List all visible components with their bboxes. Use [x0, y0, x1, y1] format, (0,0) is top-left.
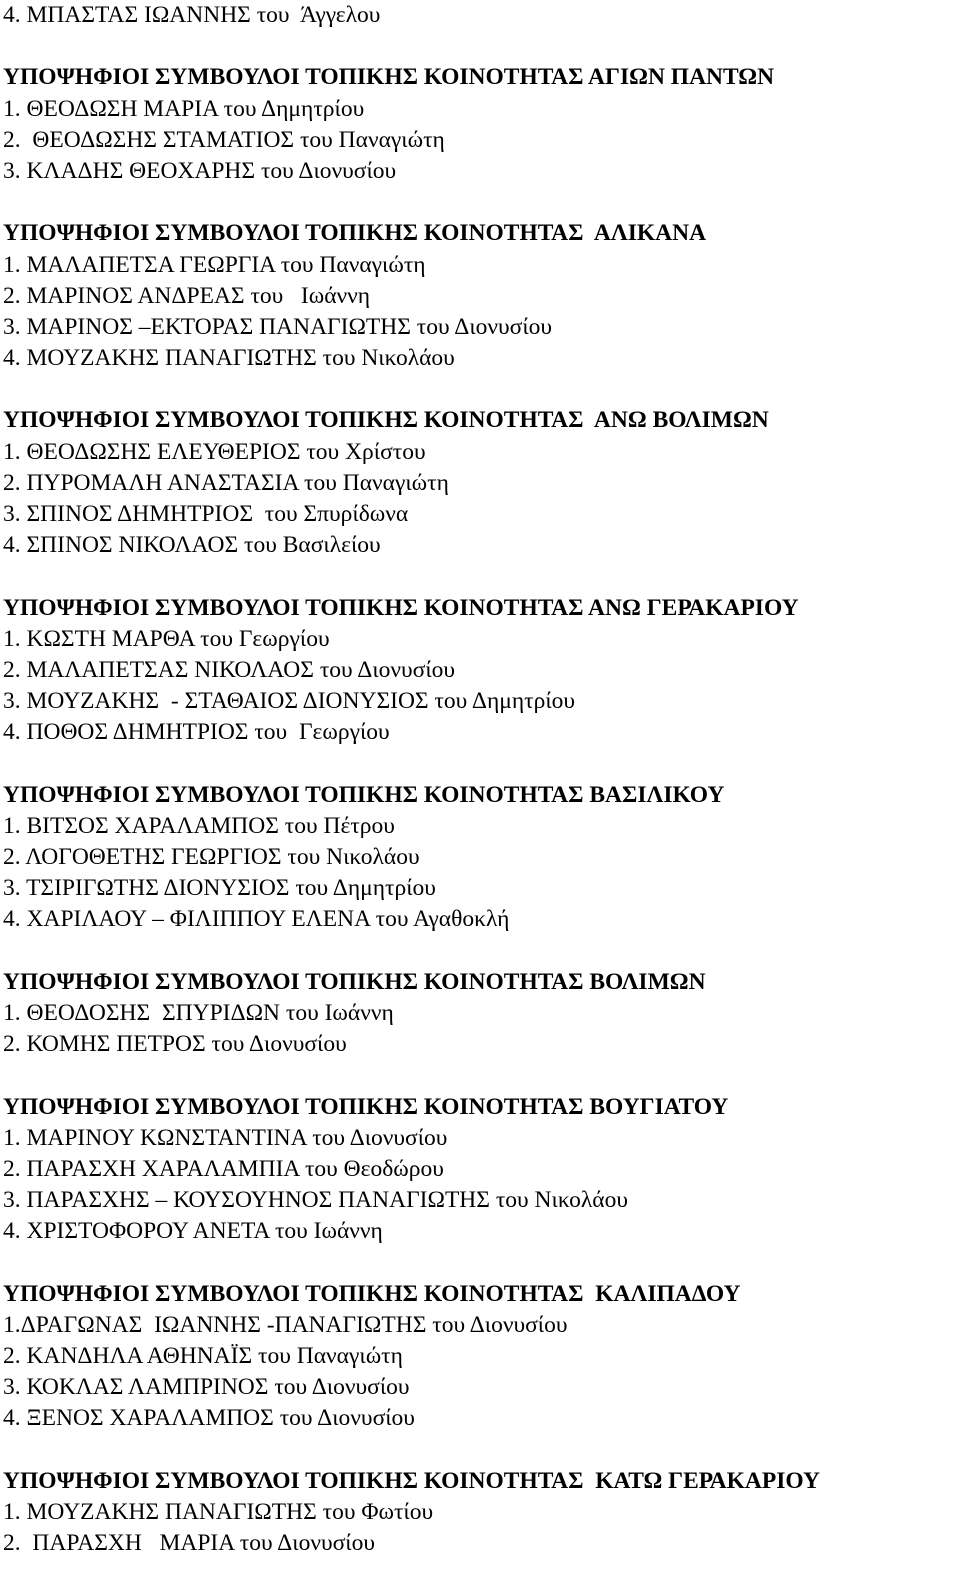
candidate-item: 4. ΞΕΝΟΣ ΧΑΡΑΛΑΜΠΟΣ του Διονυσίου — [3, 1405, 415, 1432]
candidate-item: 1. ΜΟΥΖΑΚΗΣ ΠΑΝΑΓΙΩΤΗΣ του Φωτίου — [3, 1499, 434, 1525]
candidate-section — [3, 1466, 958, 1560]
candidate-item: 4. ΧΡΙΣΤΟΦΟΡΟΥ ΑΝΕΤΑ του Ιωάννη — [3, 1218, 383, 1245]
candidate-section — [3, 1279, 958, 1435]
sections-container — [3, 62, 958, 1559]
candidate-item: 2. ΠΥΡΟΜΑΛΗ ΑΝΑΣΤΑΣΙΑ του Παναγιώτη — [3, 469, 449, 496]
section-heading: ΥΠΟΨΗΦΙΟΙ ΣΥΜΒΟΥΛΟΙ ΤΟΠΙΚΗΣ ΚΟΙΝΟΤΗΤΑΣ ΑΝΩ ΒΟΛΙΜΩΝ — [3, 407, 769, 434]
section-heading: ΥΠΟΨΗΦΙΟΙ ΣΥΜΒΟΥΛΟΙ ΤΟΠΙΚΗΣ ΚΟΙΝΟΤΗΤΑΣ ΚΑΛΙΠΑΔΟΥ — [3, 1280, 741, 1307]
candidate-item: 1. ΜΑΛΑΠΕΤΣΑ ΓΕΩΡΓΙΑ του Παναγιώτη — [3, 251, 426, 278]
candidate-item: 3. ΚΟΚΛΑΣ ΛΑΜΠΡΙΝΟΣ του Διονυσίου — [3, 1374, 410, 1401]
intro-line: 4. ΜΠΑΣΤΑΣ ΙΩΑΝΝΗΣ του Άγγελου — [3, 2, 381, 28]
candidate-section — [3, 593, 958, 749]
candidate-section — [3, 62, 958, 187]
section-heading: ΥΠΟΨΗΦΙΟΙ ΣΥΜΒΟΥΛΟΙ ΤΟΠΙΚΗΣ ΚΟΙΝΟΤΗΤΑΣ ΒΟΛΙΜΩΝ — [3, 968, 706, 995]
candidate-section — [3, 218, 958, 374]
candidate-section — [3, 405, 958, 561]
candidate-item: 3. ΜΟΥΖΑΚΗΣ - ΣΤΑΘΑΙΟΣ ΔΙΟΝΥΣΙΟΣ του Δημητρίου — [3, 688, 576, 715]
candidate-item: 4. ΜΟΥΖΑΚΗΣ ΠΑΝΑΓΙΩΤΗΣ του Νικολάου — [3, 345, 455, 372]
section-heading: ΥΠΟΨΗΦΙΟΙ ΣΥΜΒΟΥΛΟΙ ΤΟΠΙΚΗΣ ΚΟΙΝΟΤΗΤΑΣ ΒΑΣΙΛΙΚΟΥ — [3, 781, 725, 808]
section-heading: ΥΠΟΨΗΦΙΟΙ ΣΥΜΒΟΥΛΟΙ ΤΟΠΙΚΗΣ ΚΟΙΝΟΤΗΤΑΣ ΒΟΥΓΙΑΤΟΥ — [3, 1093, 729, 1120]
candidate-item: 1. ΜΑΡΙΝΟΥ ΚΩΝΣΤΑΝΤΙΝΑ του Διονυσίου — [3, 1124, 448, 1151]
candidate-item: 1.ΔΡΑΓΩΝΑΣ ΙΩΑΝΝΗΣ -ΠΑΝΑΓΙΩΤΗΣ του Διονυσίου — [3, 1311, 568, 1338]
candidate-section — [3, 1092, 958, 1248]
candidate-section — [3, 780, 958, 936]
candidate-item: 4. ΧΑΡΙΛΑΟΥ – ΦΙΛΙΠΠΟΥ ΕΛΕΝΑ του Αγαθοκλή — [3, 906, 510, 933]
section-heading: ΥΠΟΨΗΦΙΟΙ ΣΥΜΒΟΥΛΟΙ ΤΟΠΙΚΗΣ ΚΟΙΝΟΤΗΤΑΣ ΑΓΙΩΝ ΠΑΝΤΩΝ — [3, 64, 775, 91]
section-heading: ΥΠΟΨΗΦΙΟΙ ΣΥΜΒΟΥΛΟΙ ΤΟΠΙΚΗΣ ΚΟΙΝΟΤΗΤΑΣ ΑΛΙΚΑΝΑ — [3, 220, 707, 247]
candidate-item: 1. ΚΩΣΤΗ ΜΑΡΘΑ του Γεωργίου — [3, 625, 330, 652]
candidate-item: 4. ΠΟΘΟΣ ΔΗΜΗΤΡΙΟΣ του Γεωργίου — [3, 719, 390, 746]
section-heading: ΥΠΟΨΗΦΙΟΙ ΣΥΜΒΟΥΛΟΙ ΤΟΠΙΚΗΣ ΚΟΙΝΟΤΗΤΑΣ ΑΝΩ ΓΕΡΑΚΑΡΙΟΥ — [3, 594, 799, 621]
candidate-item: 3. ΠΑΡΑΣΧΗΣ – ΚΟΥΣΟΥΗΝΟΣ ΠΑΝΑΓΙΩΤΗΣ του Νικολάου — [3, 1187, 628, 1214]
candidate-item: 3. ΣΠΙΝΟΣ ΔΗΜΗΤΡΙΟΣ του Σπυρίδωνα — [3, 501, 409, 527]
section-heading: ΥΠΟΨΗΦΙΟΙ ΣΥΜΒΟΥΛΟΙ ΤΟΠΙΚΗΣ ΚΟΙΝΟΤΗΤΑΣ ΚΑΤΩ ΓΕΡΑΚΑΡΙΟΥ — [3, 1467, 821, 1494]
candidate-item: 2. ΘΕΟΔΩΣΗΣ ΣΤΑΜΑΤΙΟΣ του Παναγιώτη — [3, 126, 445, 153]
candidate-item: 2. ΠΑΡΑΣΧΗ ΜΑΡΙΑ του Διονυσίου — [3, 1530, 376, 1557]
candidate-item: 2. ΜΑΡΙΝΟΣ ΑΝΔΡΕΑΣ του Ιωάννη — [3, 282, 371, 309]
candidate-item: 1. ΘΕΟΔΟΣΗΣ ΣΠΥΡΙΔΩΝ του Ιωάννη — [3, 1000, 394, 1026]
candidate-item: 2. ΠΑΡΑΣΧΗ ΧΑΡΑΛΑΜΠΙΑ του Θεοδώρου — [3, 1155, 444, 1182]
candidate-item: 1. ΒΙΤΣΟΣ ΧΑΡΑΛΑΜΠΟΣ του Πέτρου — [3, 812, 395, 839]
candidate-item: 2. ΛΟΓΟΘΕΤΗΣ ΓΕΩΡΓΙΟΣ του Νικολάου — [3, 844, 420, 871]
candidate-item: 1. ΘΕΟΔΩΣΗ ΜΑΡΙΑ του Δημητρίου — [3, 95, 365, 122]
candidate-item: 3. ΜΑΡΙΝΟΣ –ΕΚΤΟΡΑΣ ΠΑΝΑΓΙΩΤΗΣ του Διονυσίου — [3, 313, 553, 340]
candidate-item: 4. ΣΠΙΝΟΣ ΝΙΚΟΛΑΟΣ του Βασιλείου — [3, 532, 381, 559]
document-page — [3, 0, 958, 1559]
candidate-item: 2. ΜΑΛΑΠΕΤΣΑΣ ΝΙΚΟΛΑΟΣ του Διονυσίου — [3, 656, 456, 683]
candidate-section — [3, 967, 958, 1061]
candidate-item: 2. ΚΑΝΔΗΛΑ ΑΘΗΝΑΪΣ του Παναγιώτη — [3, 1343, 403, 1370]
candidate-item: 3. ΤΣΙΡΙΓΩΤΗΣ ΔΙΟΝΥΣΙΟΣ του Δημητρίου — [3, 875, 436, 902]
candidate-item: 2. ΚΟΜΗΣ ΠΕΤΡΟΣ του Διονυσίου — [3, 1031, 347, 1058]
candidate-item: 3. ΚΛΑΔΗΣ ΘΕΟΧΑΡΗΣ του Διονυσίου — [3, 157, 397, 184]
candidate-item: 1. ΘΕΟΔΩΣΗΣ ΕΛΕΥΘΕΡΙΟΣ του Χρίστου — [3, 438, 426, 465]
